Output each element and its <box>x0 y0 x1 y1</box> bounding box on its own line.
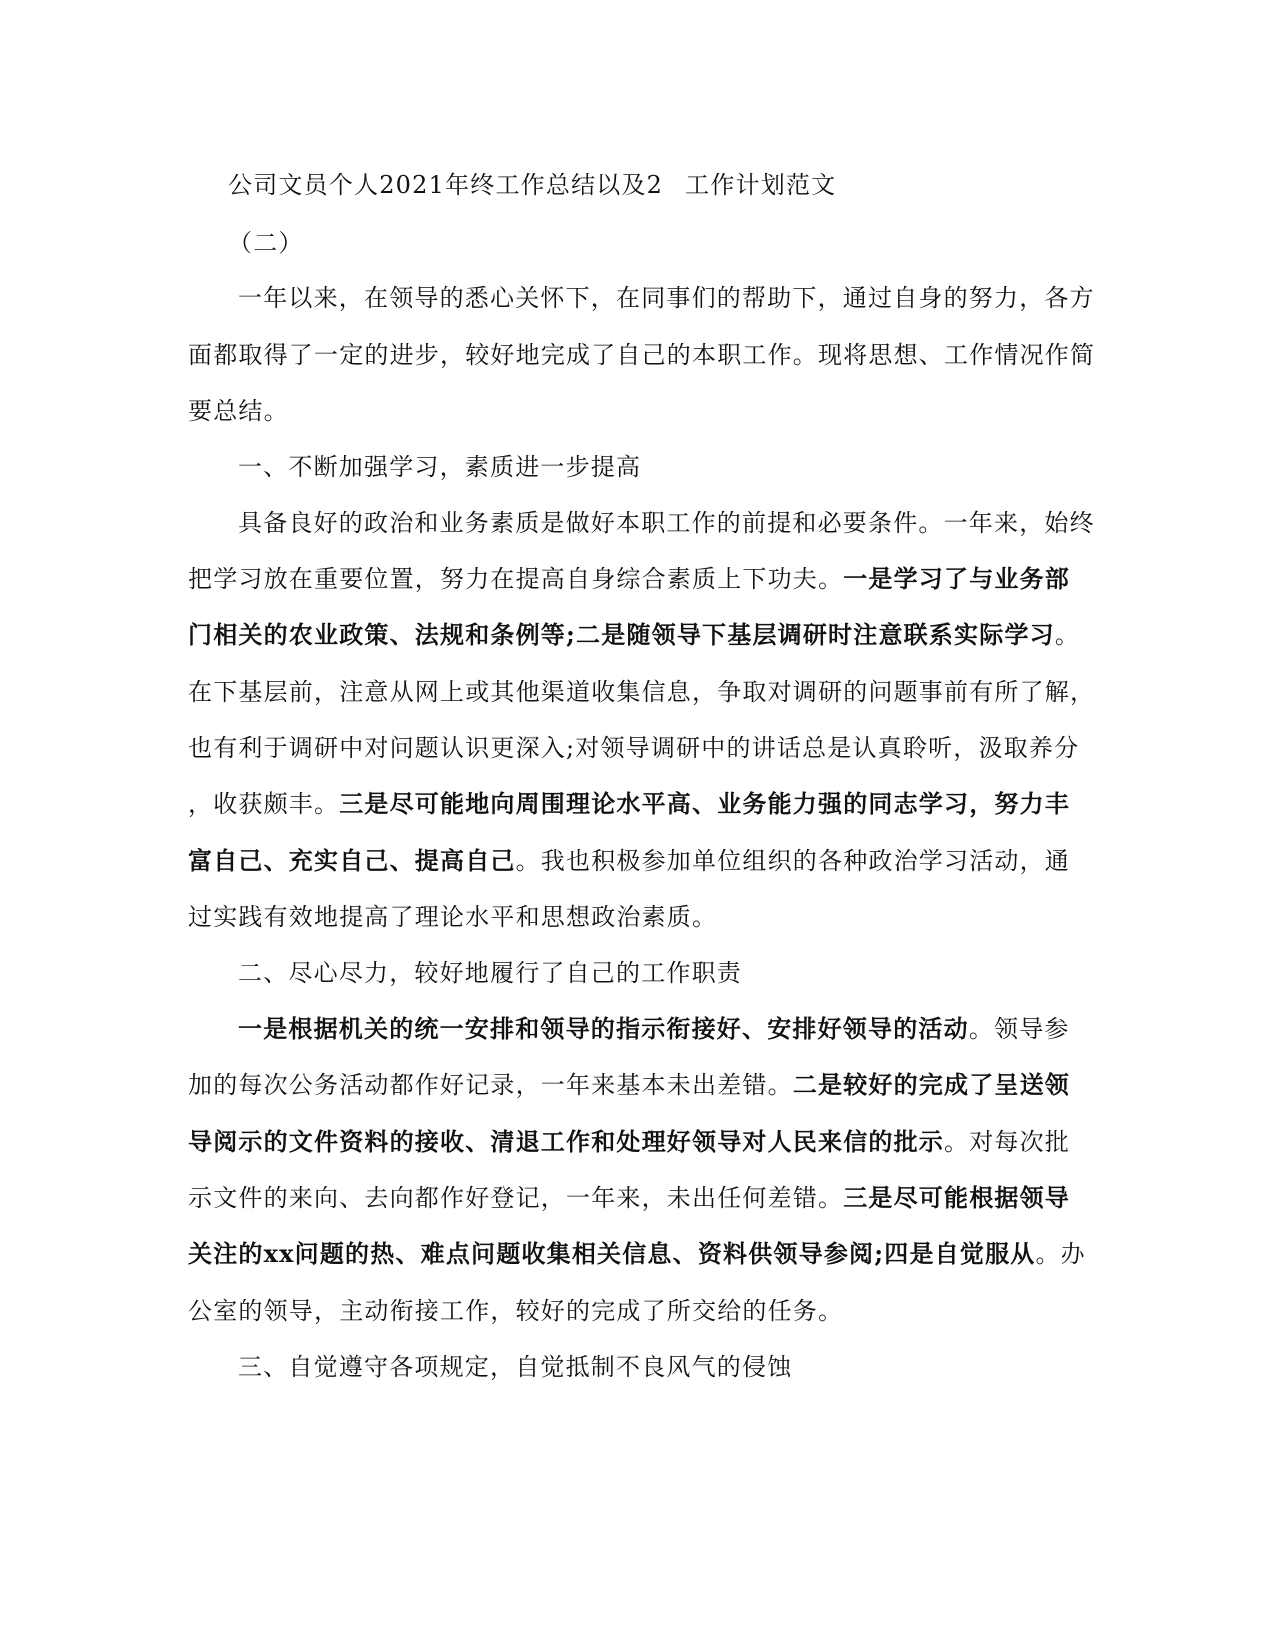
section-1-line-5: 也有利于调研中对问题认识更深入;对领导调研中的讲话总是认真聆听，汲取养分 <box>188 734 1080 762</box>
section-2-line-5: 关注的xx问题的热、难点问题收集相关信息、资料供领导参阅;四是自觉服从。办 <box>188 1239 1086 1268</box>
bold-phrase: 富自己、充实自己、提高自己 <box>188 846 516 875</box>
section-1-line-6: ，收获颇丰。三是尽可能地向周围理论水平高、业务能力强的同志学习，努力丰 <box>188 789 1071 818</box>
section-1-line-8: 过实践有效地提高了理论水平和思想政治素质。 <box>188 903 718 931</box>
section-1-line-3: 门相关的农业政策、法规和条例等;二是随领导下基层调研时注意联系实际学习。 <box>188 620 1081 649</box>
intro-line-2: 面都取得了一定的进步，较好地完成了自己的本职工作。现将思想、工作情况作简 <box>188 341 1096 369</box>
bold-phrase: 一是根据机关的统一安排和领导的指示衔接好、安排好领导的活动 <box>238 1014 969 1043</box>
title-part-2: 工作计划范文 <box>685 171 837 199</box>
section-2-line-6: 公室的领导，主动衔接工作，较好的完成了所交给的任务。 <box>188 1297 844 1325</box>
bold-phrase: 一是学习了与业务部 <box>843 564 1071 593</box>
bold-phrase: 三是尽可能根据领导 <box>843 1183 1071 1212</box>
document-title <box>228 170 1128 200</box>
section-1-line-2: 把学习放在重要位置，努力在提高自身综合素质上下功夫。一是学习了与业务部 <box>188 564 1071 593</box>
section-1-line-4: 在下基层前，注意从网上或其他渠道收集信息，争取对调研的问题事前有所了解， <box>188 678 1096 706</box>
section-2-line-2: 加的每次公务活动都作好记录，一年来基本未出差错。二是较好的完成了呈送领 <box>188 1070 1071 1099</box>
section-1-line-7: 富自己、充实自己、提高自己。我也积极参加单位组织的各种政治学习活动，通 <box>188 846 1071 875</box>
section-2-line-4: 示文件的来向、去向都作好登记，一年来，未出任何差错。三是尽可能根据领导 <box>188 1183 1071 1212</box>
section-1-line-1: 具备良好的政治和业务素质是做好本职工作的前提和必要条件。一年来，始终 <box>238 509 1095 537</box>
section-3-heading: 三、自觉遵守各项规定，自觉抵制不良风气的侵蚀 <box>238 1353 793 1381</box>
section-2-heading: 二、尽心尽力，较好地履行了自己的工作职责 <box>238 959 742 987</box>
intro-line-3: 要总结。 <box>188 397 289 425</box>
bold-phrase: 门相关的农业政策、法规和条例等;二是随领导下基层调研时注意联系实际学习 <box>188 620 1055 649</box>
bold-phrase: 导阅示的文件资料的接收、清退工作和处理好领导对人民来信的批示 <box>188 1127 944 1156</box>
intro-line-1: 一年以来，在领导的悉心关怀下，在同事们的帮助下，通过自身的努力，各方 <box>238 284 1095 312</box>
section-2-line-1: 一是根据机关的统一安排和领导的指示衔接好、安排好领导的活动。领导参 <box>238 1014 1070 1043</box>
document-subtitle: （二） <box>228 229 304 257</box>
bold-phrase: 三是尽可能地向周围理论水平高、业务能力强的同志学习，努力丰 <box>339 789 1071 818</box>
bold-phrase: 二是较好的完成了呈送领 <box>792 1070 1071 1099</box>
title-part-1: 公司文员个人2021年终工作总结以及2 <box>228 171 664 199</box>
section-2-line-3: 导阅示的文件资料的接收、清退工作和处理好领导对人民来信的批示。对每次批 <box>188 1127 1070 1156</box>
section-1-heading: 一、不断加强学习，素质进一步提高 <box>238 453 642 481</box>
bold-phrase: 关注的xx问题的热、难点问题收集相关信息、资料供领导参阅;四是自觉服从 <box>188 1239 1036 1268</box>
